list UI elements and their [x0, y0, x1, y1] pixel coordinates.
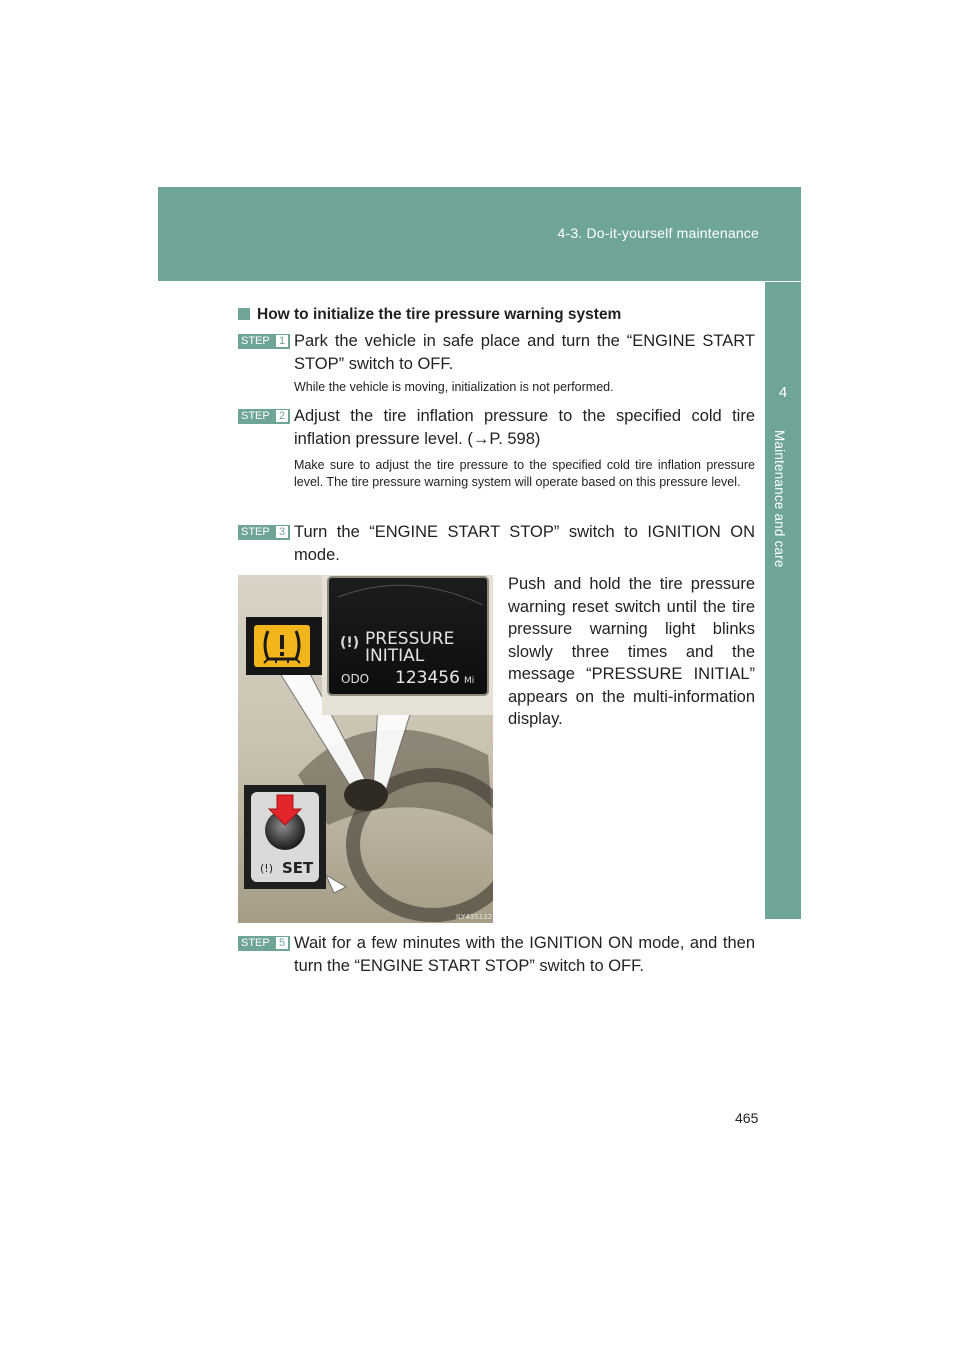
step-3-text: Turn the “ENGINE START STOP” switch to IGNITION ON mode.: [294, 523, 755, 564]
step-badge-number: 5: [276, 937, 288, 949]
step-badge-2: [238, 409, 290, 424]
step-badge-label: STEP: [241, 937, 270, 949]
odo-unit: Mi: [464, 676, 475, 686]
display-line2: INITIAL: [365, 646, 425, 666]
step-badge-5: [238, 936, 290, 951]
step-badge-3: [238, 525, 290, 540]
step-5-text: Wait for a few minutes with the IGNITION ON mode, and then turn the “ENGINE START STOP” switch to OFF.: [294, 934, 755, 975]
step-badge-label: STEP: [241, 526, 270, 538]
heading-text: How to initialize the tire pressure warning system: [257, 306, 622, 323]
set-switch-icon: (!): [260, 862, 273, 875]
step-badge-number: 2: [276, 410, 288, 422]
step-badge-label: STEP: [241, 335, 270, 347]
step-badge-label: STEP: [241, 410, 270, 422]
figure-code: ILY43S132: [456, 913, 493, 921]
page-number: 465: [735, 1110, 759, 1126]
chapter-tab: [765, 282, 801, 919]
odo-label: ODO: [341, 672, 370, 686]
section-title: 4-3. Do-it-yourself maintenance: [557, 225, 759, 241]
dashboard-drawing: [238, 575, 493, 923]
heading-square-icon: [238, 308, 250, 320]
step-4-text: Push and hold the tire pressure warning reset switch until the tire pressure warning light blinks slowly three times and the message “PRESSURE INITIAL” appears on the multi-information display.: [508, 575, 755, 728]
step-1-text: Park the vehicle in safe place and turn the “ENGINE START STOP” switch to OFF.: [294, 332, 755, 373]
chapter-label: Maintenance and care: [772, 430, 787, 568]
header-band: [158, 187, 801, 281]
display-warning-icon: (!): [340, 635, 360, 651]
step-2-note: Make sure to adjust the tire pressure to the specified cold tire inflation pressure level. The tire pressure warning system will operate based on this pressure level.: [294, 458, 755, 489]
odo-value: 123456: [395, 668, 460, 688]
step-2-text: Adjust the tire inflation pressure to the specified cold tire inflation pressure level. (→P. 598): [294, 407, 755, 448]
step-badge-number: 1: [276, 335, 288, 347]
step-badge-number: 3: [276, 526, 288, 538]
set-switch-label: SET: [282, 859, 314, 877]
display-line1: PRESSURE: [365, 629, 455, 649]
section-heading: [238, 306, 621, 324]
chapter-number: 4: [778, 384, 788, 401]
dashboard-illustration: [238, 575, 493, 923]
step-badge-1: [238, 334, 290, 349]
step-1-note: While the vehicle is moving, initialization is not performed.: [294, 380, 614, 394]
